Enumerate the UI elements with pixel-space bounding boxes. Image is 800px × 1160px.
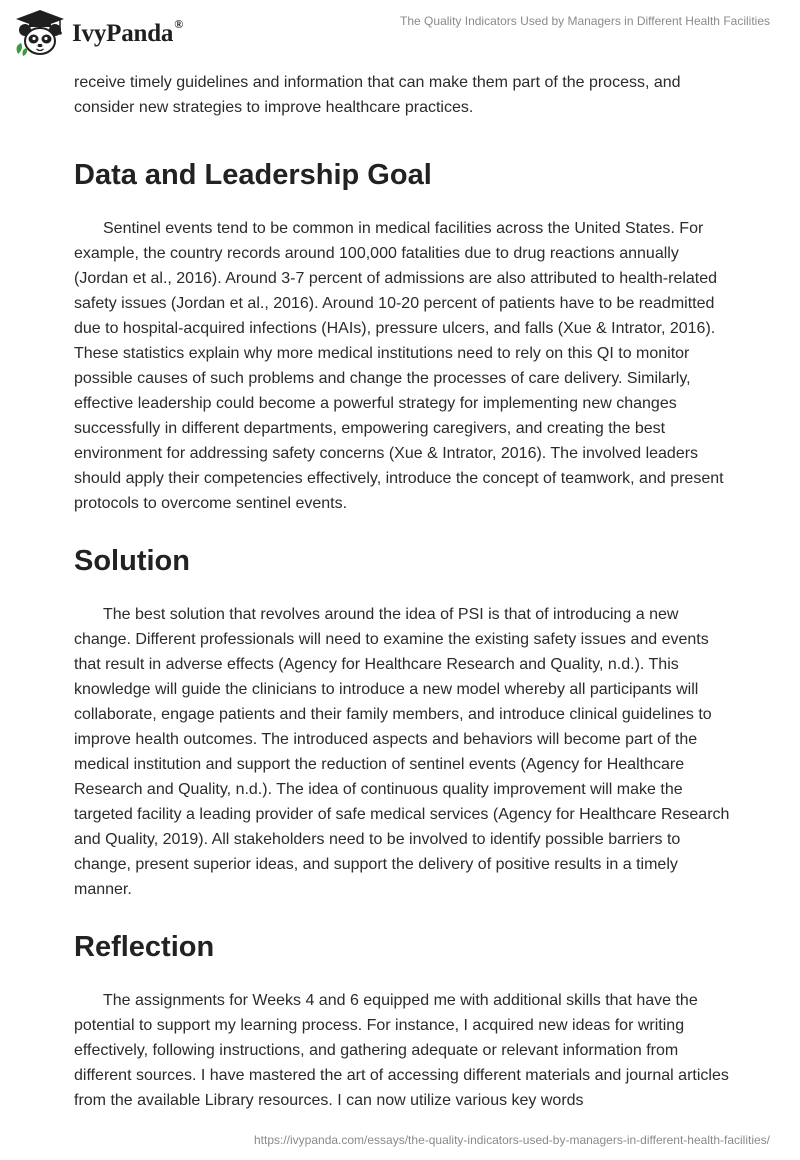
document-title: The Quality Indicators Used by Managers in Different Health Facilities: [400, 14, 770, 28]
registered-mark: ®: [174, 16, 183, 31]
section-paragraph-reflection: The assignments for Weeks 4 and 6 equipped me with additional skills that have the potential to support my learning process. For instance, I acquired new ideas for writing effectively, following instructions, and gathering adequate or relevant information from different sources. I have mastered the art of accessing different materials and journal articles from the available Library resources. I can now utilize various key words: [74, 992, 729, 1109]
section-heading-solution: Solution: [74, 545, 190, 577]
section-paragraph-solution: The best solution that revolves around the idea of PSI is that of introducing a new change. Different professionals will need to examine the existing safety issues and events that result in adverse effects (Agency for Healthcare Research and Quality, n.d.). This knowledge will guide the clinicians to introduce a new model whereby all participants will collaborate, engage patients and their family members, and introduce clinical guidelines to improve health outcomes. The introduced aspects and behaviors will become part of the medical institution and support the reduction of sentinel events (Agency for Healthcare Research and Quality, n.d.). The idea of continuous quality improvement will make the targeted facility a leading provider of safe medical services (Agency for Healthcare Research and Quality, 2019). All stakeholders need to be involved to identify possible barriers to change, present superior ideas, and support the delivery of positive results in a timely manner.: [74, 606, 730, 898]
section-heading-reflection: Reflection: [74, 931, 215, 963]
source-url[interactable]: https://ivypanda.com/essays/the-quality-indicators-used-by-managers-in-different-health-facilities/: [253, 1133, 770, 1147]
ivypanda-logo[interactable]: [12, 8, 183, 58]
panda-graduate-icon: [12, 8, 68, 58]
essay-content: [74, 70, 734, 1113]
section-paragraph-data-leadership: Sentinel events tend to be common in medical facilities across the United States. For example, the country records around 100,000 fatalities due to drug reactions annually (Jordan et al., 2016). Around 3-7 percent of admissions are also attributed to health-related safety issues (Jordan et al., 2016). Around 10-20 percent of patients have to be readmitted due to hospital-acquired infections (HAIs), pressure ulcers, and falls (Xue & Intrator, 2016). These statistics explain why more medical institutions need to rely on this QI to monitor possible causes of such problems and change the processes of care delivery. Similarly, effective leadership could become a powerful strategy for implementing new changes successfully in different departments, empowering caregivers, and creating the best environment for addressing safety concerns (Xue & Intrator, 2016). The involved leaders should apply their competencies effectively, introduce the concept of teamwork, and present protocols to overcome sentinel events.: [74, 220, 724, 512]
intro-paragraph: receive timely guidelines and information that can make them part of the process, and consider new strategies to improve healthcare practices.: [74, 74, 681, 116]
section-heading-data-leadership: Data and Leadership Goal: [74, 159, 432, 191]
brand-name: IvyPanda®: [72, 16, 183, 47]
page-header: [0, 0, 800, 60]
